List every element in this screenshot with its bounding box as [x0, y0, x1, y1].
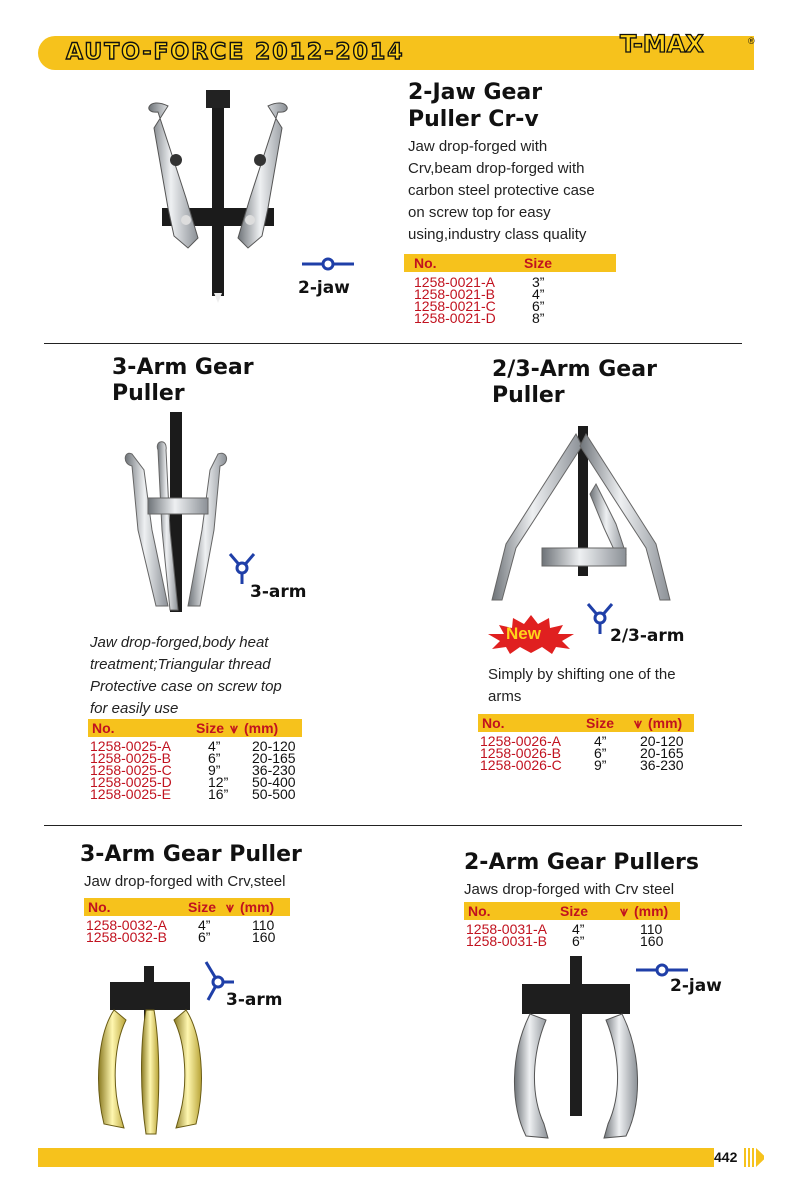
- product-title: Puller: [112, 381, 185, 406]
- spec-table-header: No. Size ⩛ (mm): [464, 902, 680, 920]
- table-row: 1258-0032-A 4” 110: [86, 917, 275, 933]
- two-jaw-puller-image: [128, 88, 308, 308]
- two-jaw-tag: 2-jaw: [670, 976, 722, 996]
- table-row: 1258-0032-B 6” 160: [86, 929, 276, 945]
- footer-bar: [38, 1148, 714, 1167]
- spec-table: [464, 923, 680, 947]
- product-description: Jaws drop-forged with Crv steel: [464, 881, 675, 898]
- table-row: 1258-0026-A 4” 20-120: [480, 733, 684, 749]
- product-title: 3-Arm Gear Puller: [80, 842, 302, 867]
- spec-table: [84, 919, 290, 943]
- two-three-arm-puller-image: [486, 424, 676, 610]
- brand-logo: T-MAX: [620, 30, 704, 58]
- table-row: 1258-0026-B 6” 20-165: [480, 745, 684, 761]
- three-arm-puller-image: [118, 410, 238, 620]
- catalog-title: AUTO-FORCE 2012-2014: [66, 40, 405, 65]
- new-badge-label: New: [506, 624, 541, 643]
- product-title: Puller: [492, 383, 565, 408]
- table-row: 1258-0031-A 4” 110: [466, 921, 663, 937]
- table-row: 1258-0021-B 4”: [414, 286, 545, 302]
- three-arm-icon: [224, 550, 260, 586]
- table-row: 1258-0021-D 8”: [414, 310, 545, 326]
- two-jaw-icon: [300, 256, 356, 272]
- table-row: 1258-0025-A 4” 20-120: [90, 738, 296, 754]
- jaw-range-icon: ⩛: [226, 899, 234, 915]
- product-description: Jaw drop-forged,body heat treatment;Triangular thread Protective case on screw top for easily use: [90, 634, 282, 717]
- three-arm-tag: 3-arm: [250, 582, 307, 602]
- table-row: 1258-0026-C 9” 36-230: [480, 757, 684, 773]
- spec-table-header: No. Size ⩛ (mm): [88, 719, 302, 737]
- product-description: Simply by shifting one of the arms: [488, 666, 676, 705]
- spec-table: [478, 735, 694, 771]
- spec-table-header: No. Size ⩛ (mm): [84, 898, 290, 916]
- page-corner-arrow-icon: [744, 1148, 764, 1167]
- product-title: Puller Cr-v: [408, 107, 539, 132]
- table-row: 1258-0031-B 6” 160: [466, 933, 664, 949]
- table-row: 1258-0025-D 12” 50-400: [90, 774, 296, 790]
- three-arm-tag: 3-arm: [226, 990, 283, 1010]
- page-number: 442: [714, 1149, 738, 1165]
- section-divider: [44, 343, 742, 344]
- product-title: 2/3-Arm Gear: [492, 357, 657, 382]
- table-row: 1258-0025-E 16” 50-500: [90, 786, 296, 802]
- section-divider: [44, 825, 742, 826]
- registered-mark: ®: [748, 36, 755, 46]
- spec-table: [88, 740, 302, 800]
- product-title: 2-Arm Gear Pullers: [464, 850, 699, 875]
- jaw-range-icon: ⩛: [620, 903, 628, 919]
- jaw-range-icon: ⩛: [230, 720, 238, 736]
- table-row: 1258-0025-C 9” 36-230: [90, 762, 296, 778]
- spec-table-header: No. Size: [404, 254, 616, 272]
- table-row: 1258-0025-B 6” 20-165: [90, 750, 296, 766]
- three-arm-gold-puller-image: [90, 964, 210, 1142]
- spec-table-header: No. Size ⩛ (mm): [478, 714, 694, 732]
- product-title: 3-Arm Gear: [112, 355, 254, 380]
- table-row: 1258-0021-A 3”: [414, 274, 545, 290]
- product-title: 2-Jaw Gear: [408, 80, 543, 105]
- product-description: Jaw drop-forged with Crv,beam drop-forged with carbon steel protective case on screw top for easy using,industry class quality: [408, 138, 595, 243]
- spec-table: [404, 276, 616, 324]
- product-description: Jaw drop-forged with Crv,steel: [84, 873, 286, 890]
- jaw-range-icon: ⩛: [634, 715, 642, 731]
- table-row: 1258-0021-C 6”: [414, 298, 545, 314]
- two-arm-puller-image: [508, 954, 644, 1144]
- two-jaw-tag: 2-jaw: [298, 278, 350, 298]
- two-three-arm-tag: 2/3-arm: [610, 626, 685, 646]
